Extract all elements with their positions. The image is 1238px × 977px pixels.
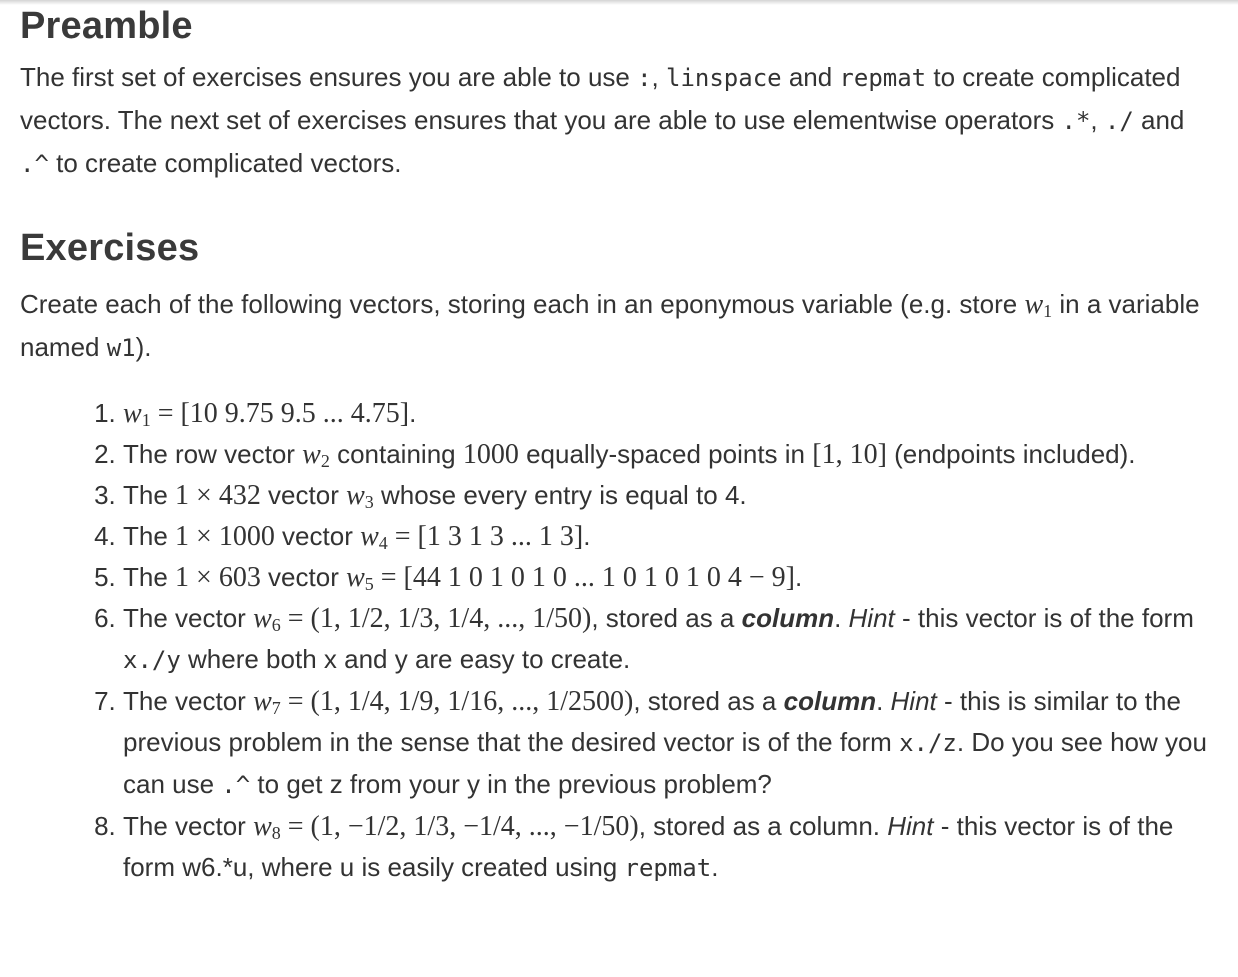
preamble-paragraph <box>20 56 1220 185</box>
code-power: .^ <box>20 150 49 178</box>
text: The vector <box>123 603 254 633</box>
code-repmat: repmat <box>839 64 927 92</box>
math-expr: 1 × 1000 <box>175 521 275 552</box>
math-var: $w_5$ <box>346 562 374 594</box>
hint-label: Hint <box>848 603 895 633</box>
bold-word: column <box>741 603 835 633</box>
code-repmat: repmat <box>624 854 712 882</box>
exercise-item-5 <box>123 557 1220 598</box>
text: - this vector is of the form <box>123 811 1174 882</box>
text: containing <box>329 439 463 469</box>
math-expr: = (1, 1/2, 1/3, 1/4, ..., 1/50) <box>280 603 592 634</box>
text: The vector <box>123 811 254 841</box>
text: where both <box>180 644 324 674</box>
text: and <box>336 644 395 674</box>
text: y <box>466 769 480 799</box>
text: , stored as a column. <box>638 811 888 841</box>
math-expr: 1 × 432 <box>175 480 261 511</box>
exercise-item-4 <box>123 516 1220 557</box>
exercise-list <box>20 393 1220 889</box>
text: . <box>409 398 417 428</box>
text: . <box>583 521 591 551</box>
text: The first set of exercises ensures you are able to use <box>20 62 638 92</box>
math-expr: [1, 10] <box>812 439 887 470</box>
text: and <box>1133 105 1185 135</box>
text: to create complicated vectors. <box>48 148 402 178</box>
exercise-item-2 <box>123 434 1220 475</box>
math-expr: = (1, 1/4, 1/9, 1/16, ..., 1/2500) <box>280 686 634 717</box>
math-expr: = [44 1 0 1 0 1 0 ... 1 0 1 0 1 0 4 − 9] <box>373 562 795 593</box>
text: Create each of the following vectors, storing each in an eponymous variable (e.g. store <box>20 289 1025 319</box>
math-var: $w_2$ <box>302 439 330 471</box>
text: . Do you see how you can use <box>123 727 1207 799</box>
math-expr: = (1, −1/2, 1/3, −1/4, ..., −1/50) <box>280 811 639 842</box>
math-var: $w_3$ <box>346 480 374 512</box>
text: in a variable named <box>20 289 1200 362</box>
math-var: $w_6$ <box>253 603 281 635</box>
text: to create complicated vectors. The next set of exercises ensures that you are able to use elementwise operators <box>20 62 1181 135</box>
text: The row vector <box>123 439 303 469</box>
math-expr: = [10 9.75 9.5 ... 4.75] <box>150 398 410 429</box>
text: , stored as a <box>591 603 742 633</box>
preamble-heading: Preamble <box>20 5 193 47</box>
hint-label: Hint <box>890 686 937 716</box>
code: .^ <box>221 771 251 799</box>
text: . <box>876 686 891 716</box>
code-linspace: linspace <box>666 64 782 92</box>
hint-label: Hint <box>887 811 934 841</box>
code-colon: : <box>637 64 652 92</box>
exercises-intro <box>20 283 1220 369</box>
text: The vector <box>123 686 254 716</box>
text: The <box>123 480 176 510</box>
exercises-heading: Exercises <box>20 227 200 269</box>
text: whose every entry is equal to 4. <box>373 480 747 510</box>
text: is easily created using <box>354 852 625 882</box>
text: z <box>329 769 343 799</box>
text: , <box>1090 105 1105 135</box>
text: The <box>123 521 176 551</box>
text: (endpoints included). <box>886 439 1136 469</box>
math-expr: 1 × 603 <box>175 562 261 593</box>
bold-word: column <box>783 686 877 716</box>
text: w6.*u <box>182 852 248 882</box>
text: from your <box>342 769 467 799</box>
code-w1: w1 <box>106 334 136 362</box>
exercise-item-6 <box>123 598 1220 681</box>
text: - this vector is of the form <box>894 603 1194 633</box>
text: vector <box>274 521 361 551</box>
text: equally-spaced points in <box>518 439 813 469</box>
math-expr: = [1 3 1 3 ... 1 3] <box>387 521 584 552</box>
text: u <box>339 852 355 882</box>
text: . <box>795 562 803 592</box>
math-var: $w_7$ <box>253 686 281 718</box>
text: ). <box>135 332 152 362</box>
text: . <box>834 603 849 633</box>
exercise-item-7 <box>123 681 1220 806</box>
math-expr: 1000 <box>462 439 519 470</box>
exercise-item-8 <box>123 806 1220 889</box>
text: - this is similar to the previous problem in the sense that the desired vector is of the form <box>123 686 1181 757</box>
text: , where <box>247 852 340 882</box>
text: . <box>711 852 719 882</box>
text: vector <box>260 562 347 592</box>
text: y <box>394 644 408 674</box>
code-times: .* <box>1061 107 1091 135</box>
math-var: $w_4$ <box>360 521 388 553</box>
math-var: $w_1$ <box>123 398 151 430</box>
code-divide: ./ <box>1104 107 1134 135</box>
math-var: $w_1$ <box>1024 289 1053 321</box>
text: x <box>323 644 337 674</box>
text: in the previous problem? <box>479 769 772 799</box>
text: , <box>651 62 666 92</box>
text: and <box>781 62 840 92</box>
code: x./y <box>123 646 181 674</box>
text: vector <box>260 480 347 510</box>
math-var: $w_8$ <box>253 811 281 843</box>
document-body <box>20 0 1220 889</box>
text: to get <box>250 769 330 799</box>
code: x./z <box>899 729 957 757</box>
text: The <box>123 562 176 592</box>
text: , stored as a <box>633 686 784 716</box>
exercise-item-3 <box>123 475 1220 516</box>
text: are easy to create. <box>407 644 631 674</box>
exercise-item-1 <box>123 393 1220 434</box>
